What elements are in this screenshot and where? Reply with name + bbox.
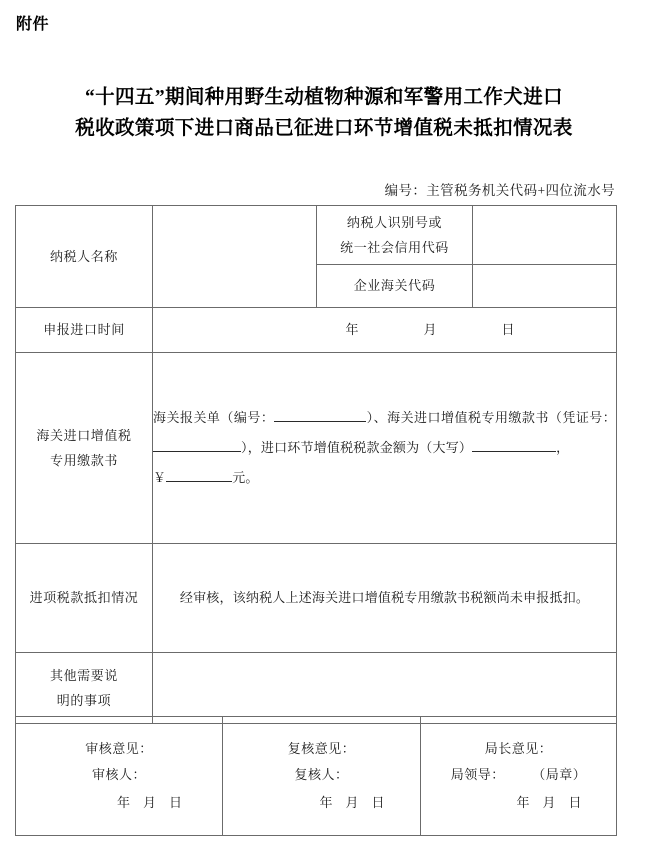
recheck-date	[223, 788, 420, 816]
payment-certificate-label-line-1: 海关进口增值税	[36, 428, 132, 443]
declaration-number-blank[interactable]	[274, 407, 366, 422]
input-tax-statement-cell[interactable]	[153, 544, 617, 653]
review-date-month: 月	[142, 795, 157, 810]
table-row-other-notes	[16, 653, 617, 724]
taxpayer-id-label-line-1: 纳税人识别号或	[346, 215, 443, 230]
table-row-payment-certificate	[16, 353, 617, 544]
payment-certificate-label	[16, 353, 153, 544]
director-signer-line	[421, 762, 616, 788]
other-notes-label	[16, 653, 153, 724]
payment-cert-text-part-2: ）、海关进口增值税专用缴款书（凭证号：	[366, 410, 616, 425]
import-date-value[interactable]	[153, 308, 617, 353]
review-date-year: 年	[116, 795, 131, 810]
recheck-opinion-label: 复核意见：	[287, 741, 356, 756]
customs-code-label: 企业海关代码	[317, 265, 473, 308]
import-date-month: 月	[423, 322, 438, 337]
director-signer-label: 局领导：	[450, 767, 505, 782]
payment-cert-text-part-6: 元。	[232, 470, 259, 485]
payment-certificate-label-line-2: 专用缴款书	[49, 453, 118, 468]
review-date-day: 日	[168, 795, 183, 810]
review-opinion-label: 审核意见：	[85, 741, 153, 756]
amount-in-words-blank[interactable]	[472, 437, 556, 452]
other-notes-label-line-2: 明的事项	[56, 693, 112, 708]
taxpayer-name-value[interactable]	[153, 206, 317, 308]
recheck-signer-label: 复核人：	[294, 767, 349, 782]
payment-certificate-text	[153, 403, 616, 493]
payment-cert-text-part-4: ，	[556, 440, 570, 455]
input-tax-label: 进项税款抵扣情况	[16, 544, 153, 653]
table-row-input-tax-deduction	[16, 544, 617, 653]
customs-code-value[interactable]	[473, 265, 617, 308]
director-date	[421, 788, 616, 816]
director-stamp-label: （局章）	[538, 767, 587, 782]
page-title	[24, 82, 624, 144]
recheck-date-month: 月	[345, 795, 360, 810]
taxpayer-id-label-line-2: 统一社会信用代码	[340, 240, 449, 255]
taxpayer-id-value[interactable]	[473, 206, 617, 265]
director-opinion-label: 局长意见：	[484, 741, 553, 756]
voucher-number-blank[interactable]	[153, 437, 241, 452]
attachment-label: 附件	[16, 14, 50, 33]
table-row-import-date	[16, 308, 617, 353]
other-notes-value[interactable]	[153, 653, 617, 724]
page-title-line-2: 税收政策项下进口商品已征进口环节增值税未抵扣情况表	[75, 118, 573, 139]
payment-certificate-paragraph[interactable]	[153, 353, 617, 544]
payment-cert-text-part-3: ），进口环节增值税税款金额为（大写）	[241, 440, 473, 455]
import-date-label: 申报进口时间	[16, 308, 153, 353]
tax-form-table	[15, 205, 617, 724]
signature-table	[15, 716, 617, 836]
input-tax-statement: 经审核，该纳税人上述海关进口增值税专用缴款书税额尚未申报抵扣。	[179, 590, 590, 605]
import-date-day: 日	[501, 322, 516, 337]
review-signer-label: 审核人：	[91, 767, 146, 782]
serial-number-note: 编号：主管税务机关代码+四位流水号	[384, 183, 615, 198]
table-row-taxpayer-identity	[16, 206, 617, 265]
page-title-line-1: “十四五”期间种用野生动植物种源和军警用工作犬进口	[84, 87, 563, 108]
import-date-fields	[153, 317, 616, 343]
director-date-day: 日	[568, 795, 583, 810]
currency-symbol: ￥	[153, 470, 167, 485]
director-signature-cell[interactable]	[421, 717, 617, 836]
amount-in-figures-blank[interactable]	[166, 467, 232, 482]
taxpayer-name-label: 纳税人名称	[16, 206, 153, 308]
review-date	[16, 788, 222, 816]
table-row-signatures	[16, 717, 617, 836]
review-signature-cell[interactable]	[16, 717, 223, 836]
other-notes-label-line-1: 其他需要说	[49, 668, 118, 683]
payment-cert-text-part-1: 海关报关单（编号：	[153, 410, 275, 425]
recheck-date-year: 年	[319, 795, 334, 810]
director-date-year: 年	[516, 795, 531, 810]
taxpayer-id-label	[317, 206, 473, 265]
recheck-signature-cell[interactable]	[223, 717, 421, 836]
director-date-month: 月	[542, 795, 557, 810]
recheck-date-day: 日	[371, 795, 386, 810]
import-date-year: 年	[345, 322, 360, 337]
